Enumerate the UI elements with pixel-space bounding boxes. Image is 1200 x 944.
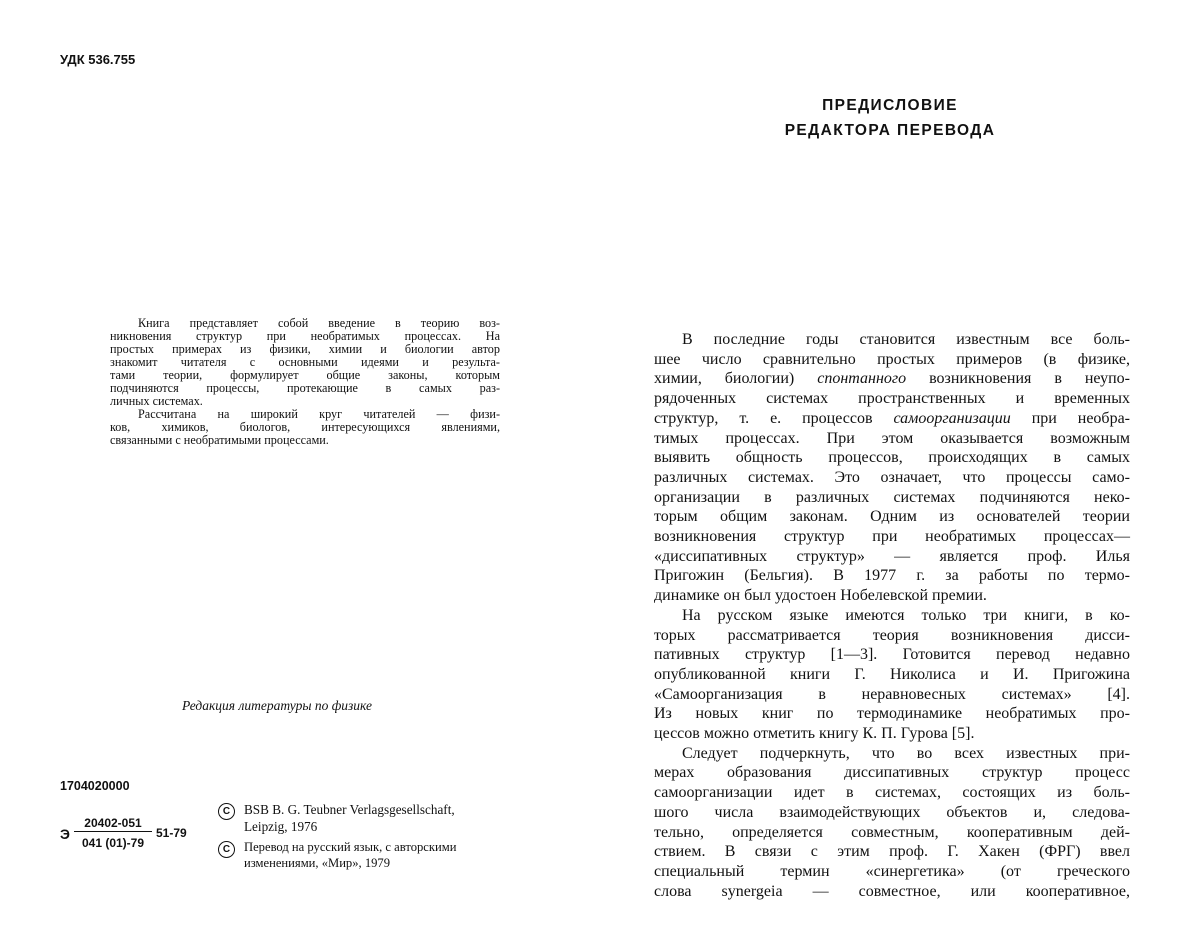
abstract-line: ков, химиков, биологов, интересующихся явлениями, xyxy=(110,420,500,434)
body-line: На русском языке имеются только три книги, в ко- xyxy=(682,606,1130,624)
abstract-line: тами теории, формулирует общие законы, которым xyxy=(110,368,500,382)
title-line: ПРЕДИСЛОВИЕ xyxy=(822,97,958,114)
abstract-line: связанными с необратимыми процессами. xyxy=(110,433,329,447)
text-run: возникновения в неупо- xyxy=(906,370,1131,388)
body-line: выявить общность процессов, происходящих в самых xyxy=(654,449,1130,467)
index-letter: Э xyxy=(60,826,70,842)
body-line: слова synergeia — совместное, или кооперативное, xyxy=(654,882,1130,900)
copyright-line: изменениями, «Мир», 1979 xyxy=(244,856,391,870)
body-line: динамике он был удостоен Нобелевской премии. xyxy=(654,587,987,605)
code-number: 1704020000 xyxy=(60,779,130,793)
body-line: возникновения структур при необратимых процессах— xyxy=(654,528,1130,546)
body-line: различных системах. Это означает, что процессы само- xyxy=(654,468,1130,486)
body-line: ствием. В связи с этим проф. Г. Хакен (ФРГ) ввел xyxy=(654,843,1130,861)
body-line: шого числа взаимодействующих объектов и, следова- xyxy=(654,803,1130,821)
abstract-line: простых примерах из физики, химии и биологии автор xyxy=(110,342,500,356)
body-line: пативных структур [1—3]. Готовится перевод недавно xyxy=(654,646,1130,664)
copyright-line: BSB B. G. Teubner Verlagsgesellschaft, xyxy=(244,802,455,817)
body-line: торых рассматривается теория возникновения дисси- xyxy=(654,626,1130,644)
body-line: специальный термин «синергетика» (от греческого xyxy=(654,862,1130,880)
body-line: самоорганизации идет в системах, состоящих из боль- xyxy=(654,784,1130,802)
body-line xyxy=(654,369,1130,389)
abstract-line: личных системах. xyxy=(110,394,203,408)
body-line: мерах образования диссипативных структур процесс xyxy=(654,764,1130,782)
body-line: «диссипативных структур» — является проф. Илья xyxy=(654,547,1130,565)
abstract-line: знакомит читателя с основными идеями и результа- xyxy=(110,355,500,369)
abstract-line: Книга представляет собой введение в теорию воз- xyxy=(138,316,500,330)
editorial-office: Редакция литературы по физике xyxy=(182,698,373,713)
title-line: РЕДАКТОРА ПЕРЕВОДА xyxy=(784,122,996,139)
body-line: Из новых книг по термодинамике необратимых про- xyxy=(654,705,1130,723)
text-run: структур, т. е. процессов xyxy=(654,409,894,427)
body-line: рядоченных системах пространственных и временных xyxy=(654,390,1130,408)
body-line: В последние годы становится известным все боль- xyxy=(682,331,1130,348)
index-suffix: 51-79 xyxy=(156,826,187,840)
abstract-line: подчиняются процессы, протекающие в самых раз- xyxy=(110,381,500,395)
copyright-translation xyxy=(244,839,456,871)
body-line: цессов можно отметить книгу К. П. Гурова [5]. xyxy=(654,725,975,743)
text-run: химии, биологии) xyxy=(654,370,818,388)
preface-title xyxy=(740,93,1040,143)
body-line: тимых процессах. При этом оказывается возможным xyxy=(654,429,1130,447)
body-line: «Самоорганизация в неравновесных системах» [4]. xyxy=(654,685,1130,703)
body-line: тельно, определяется совместным, кооперативным дей- xyxy=(654,823,1130,841)
index-denominator: 041 (01)-79 xyxy=(81,836,145,850)
abstract-line: Рассчитана на широкий круг читателей — физи- xyxy=(138,407,500,421)
text-run: при необра- xyxy=(1010,409,1130,427)
body-line: Следует подчеркнуть, что во всех известных при- xyxy=(682,744,1130,762)
body-line: шее число сравнительно простых примеров (в физике, xyxy=(654,350,1130,368)
preface-body xyxy=(654,330,1130,901)
book-abstract xyxy=(110,317,500,447)
body-line: Пригожин (Бельгия). В 1977 г. за работы по термо- xyxy=(654,567,1130,585)
copyright-original xyxy=(244,801,455,835)
emphasis-text: спонтанного xyxy=(817,370,907,388)
copyright-icon: C xyxy=(218,803,235,820)
copyright-line: Leipzig, 1976 xyxy=(244,819,318,834)
udc-code: УДК 536.755 xyxy=(60,52,136,67)
copyright-line: Перевод на русский язык, с авторскими xyxy=(244,840,457,854)
body-line: опубликованной книги Г. Николиса и И. Пригожина xyxy=(654,665,1130,683)
abstract-line: никновения структур при необратимых процессах. На xyxy=(110,329,500,343)
copyright-icon: C xyxy=(218,841,235,858)
emphasis-text: самоорганизации xyxy=(893,409,1011,427)
body-line: торым общим законам. Одним из основателей теории xyxy=(654,508,1130,526)
index-numerator: 20402-051 xyxy=(74,816,152,832)
body-line: организации в различных системах подчиняются неко- xyxy=(654,488,1130,506)
body-line xyxy=(654,409,1130,429)
